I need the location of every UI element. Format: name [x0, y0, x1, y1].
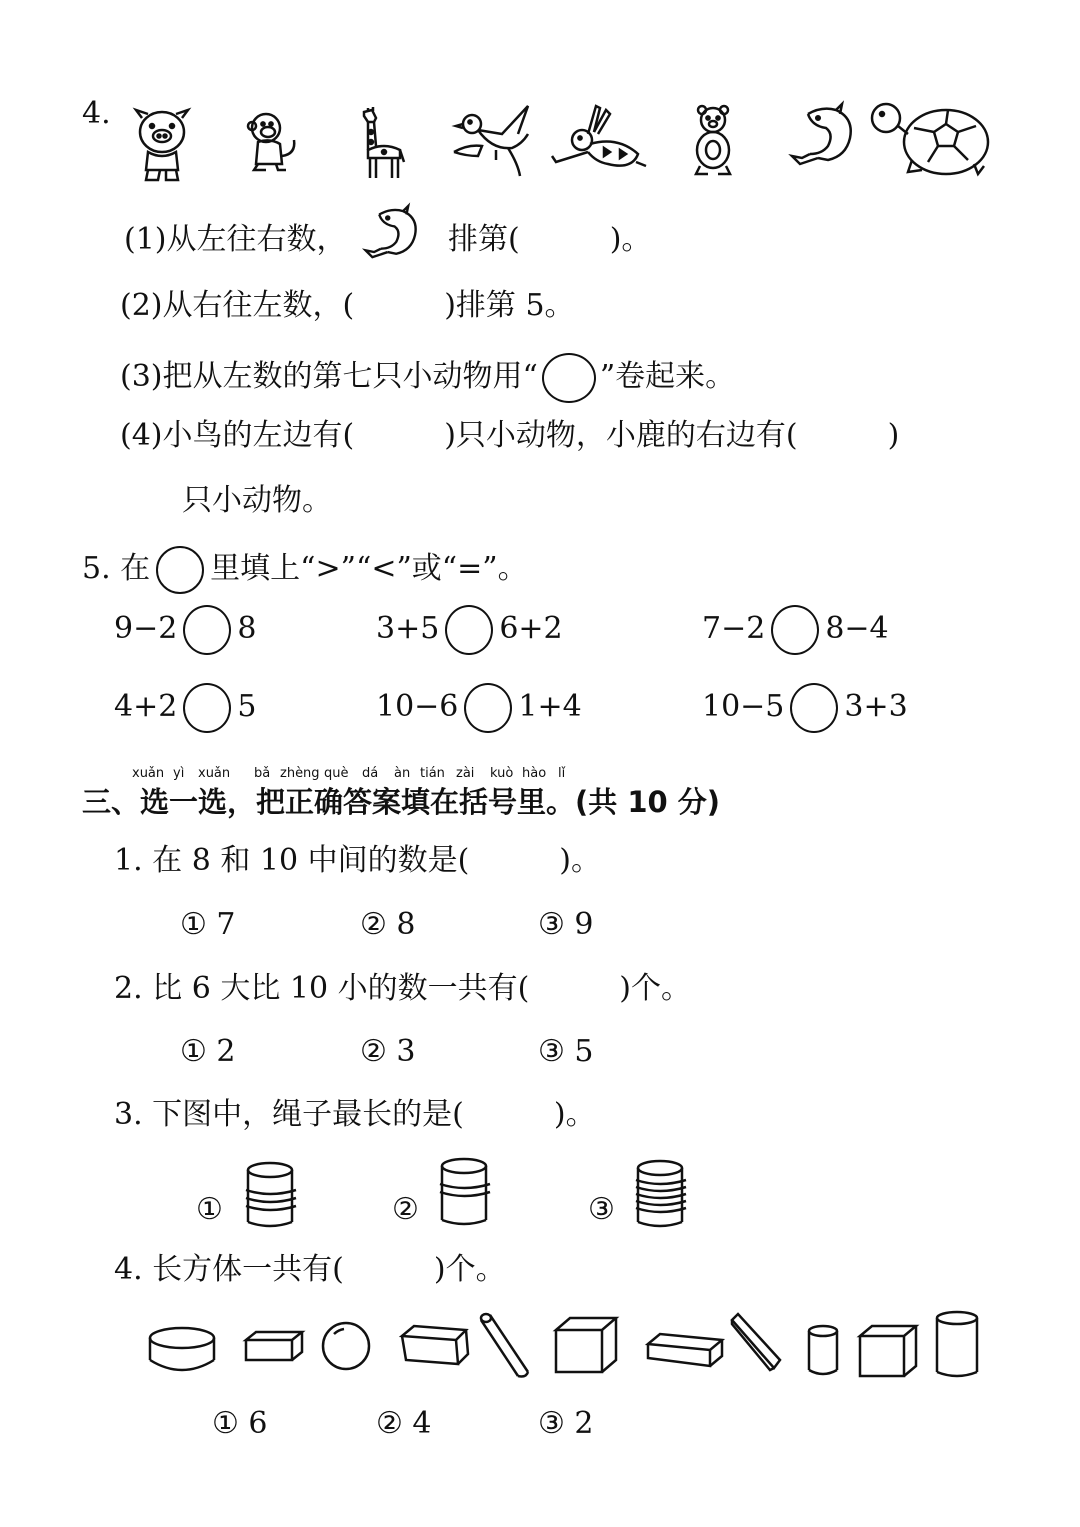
question-text: 里填上“>”“<”或“=”。 — [210, 551, 528, 586]
compare-circle[interactable] — [183, 605, 231, 655]
question-line: 4. 长方体一共有( )个。 — [114, 1252, 506, 1287]
dolphin-icon — [788, 104, 858, 172]
expression-left: 10−5 — [702, 689, 785, 724]
pinyin: bǎ — [254, 766, 271, 781]
question-line: 1. 在 8 和 10 中间的数是( )。 — [114, 843, 601, 878]
comparison-item — [114, 605, 256, 655]
rope-cylinder-icon — [244, 1160, 300, 1230]
option-3[interactable]: ③ 5 — [538, 1034, 594, 1069]
comparison-item — [702, 683, 908, 733]
question-line: 排第( )。 — [448, 222, 652, 257]
rod-prism-icon — [730, 1312, 782, 1372]
rabbit-icon — [548, 104, 648, 176]
compare-circle[interactable] — [771, 605, 819, 655]
dolphin-icon — [362, 206, 422, 264]
compare-circle — [156, 546, 204, 594]
cylinder-flat-icon — [148, 1326, 218, 1374]
pinyin: dá — [362, 766, 379, 781]
option-2[interactable]: ② 3 — [360, 1034, 416, 1069]
expression-left: 4+2 — [114, 689, 178, 724]
cuboid-icon — [400, 1324, 470, 1368]
expression-left: 3+5 — [376, 611, 440, 646]
question-text: (3)把从左数的第七只小动物用“ — [120, 359, 538, 394]
monkey-icon — [244, 110, 300, 172]
pinyin: xuǎn — [198, 766, 231, 781]
rope-cylinder-icon — [634, 1158, 690, 1230]
compare-circle[interactable] — [183, 683, 231, 733]
comparison-item — [376, 683, 582, 733]
question-line: (1)从左往右数， — [124, 222, 347, 257]
compare-circle[interactable] — [464, 683, 512, 733]
question-number: 4. — [82, 96, 111, 131]
compare-circle[interactable] — [445, 605, 493, 655]
pinyin: yì — [173, 766, 185, 781]
cuboid-icon — [646, 1332, 724, 1368]
expression-right: 5 — [237, 689, 257, 724]
option-2[interactable]: ② 4 — [376, 1406, 432, 1441]
option-1[interactable]: ① — [196, 1192, 223, 1227]
pinyin: hào — [522, 766, 547, 781]
rope-cylinder-icon — [438, 1156, 494, 1228]
option-1[interactable]: ① 7 — [180, 907, 236, 942]
comparison-item — [114, 683, 256, 733]
pinyin: àn — [394, 766, 411, 781]
question-line — [82, 546, 528, 594]
question-line: 3. 下图中，绳子最长的是( )。 — [114, 1097, 596, 1132]
cube-icon — [858, 1324, 918, 1378]
comparison-item — [376, 605, 563, 655]
pinyin: xuǎn — [132, 766, 165, 781]
expression-right: 3+3 — [844, 689, 908, 724]
option-2[interactable]: ② 8 — [360, 907, 416, 942]
expression-right: 8 — [237, 611, 257, 646]
giraffe-icon — [354, 106, 406, 180]
question-line: 只小动物。 — [182, 483, 332, 518]
pig-icon — [132, 108, 192, 183]
cuboid-icon — [244, 1330, 304, 1362]
section-title: 三、选一选，把正确答案填在括号里。(共 10 分) — [82, 785, 721, 819]
option-1[interactable]: ① 2 — [180, 1034, 236, 1069]
option-3[interactable]: ③ — [588, 1192, 615, 1227]
pinyin: lǐ — [558, 766, 566, 781]
question-line — [120, 353, 735, 403]
question-text: 5. 在 — [82, 551, 151, 586]
pinyin: tián — [420, 766, 445, 781]
expression-left: 9−2 — [114, 611, 178, 646]
answer-circle[interactable] — [542, 353, 596, 403]
comparison-item — [702, 605, 889, 655]
bird-icon — [448, 104, 536, 180]
pinyin: kuò — [490, 766, 514, 781]
expression-right: 8−4 — [825, 611, 889, 646]
turtle-icon — [868, 100, 992, 178]
pinyin: zhèng — [280, 766, 320, 781]
tall-cylinder-icon — [806, 1324, 840, 1376]
expression-right: 6+2 — [499, 611, 563, 646]
pinyin: zài — [456, 766, 475, 781]
option-2[interactable]: ② — [392, 1192, 419, 1227]
option-1[interactable]: ① 6 — [212, 1406, 268, 1441]
sphere-icon — [320, 1320, 372, 1372]
expression-left: 7−2 — [702, 611, 766, 646]
compare-circle[interactable] — [790, 683, 838, 733]
question-line: (2)从右往左数，( )排第 5。 — [120, 288, 575, 323]
bear-icon — [690, 104, 736, 178]
option-3[interactable]: ③ 2 — [538, 1406, 594, 1441]
question-line: 2. 比 6 大比 10 小的数一共有( )个。 — [114, 971, 691, 1006]
question-text: ”卷起来。 — [599, 359, 736, 394]
expression-left: 10−6 — [376, 689, 459, 724]
pinyin: què — [324, 766, 349, 781]
rod-cylinder-icon — [478, 1312, 532, 1380]
tall-cylinder-icon — [934, 1310, 980, 1378]
question-line: (4)小鸟的左边有( )只小动物，小鹿的右边有( ) — [120, 418, 900, 453]
cube-icon — [554, 1316, 618, 1374]
option-3[interactable]: ③ 9 — [538, 907, 594, 942]
expression-right: 1+4 — [518, 689, 582, 724]
